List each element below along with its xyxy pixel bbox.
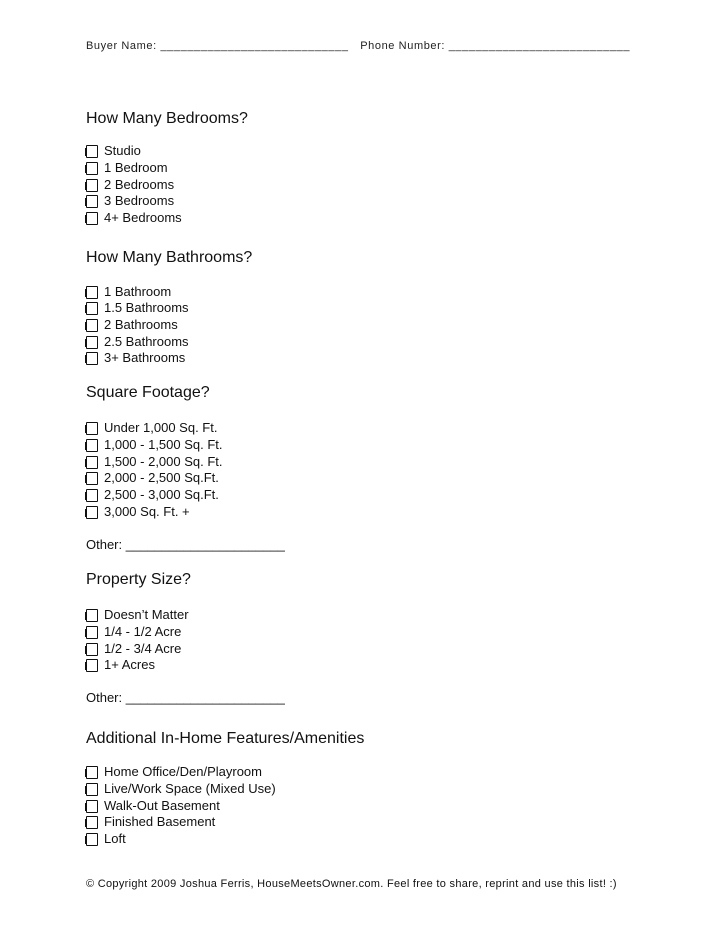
checkbox-option[interactable]: [86, 813, 215, 830]
checkbox-option[interactable]: [86, 830, 126, 847]
checkbox-icon[interactable]: [86, 506, 98, 519]
option-label: Live/Work Space (Mixed Use): [104, 781, 276, 796]
checkbox-option[interactable]: [86, 333, 189, 350]
option-label: 3 Bedrooms: [104, 193, 175, 208]
option-label: Finished Basement: [104, 814, 216, 829]
copyright-footer: © Copyright 2009 Joshua Ferris, HouseMeetsOwner.com. Feel free to share, reprint and use this list! :): [86, 878, 617, 890]
checkbox-icon[interactable]: [86, 286, 98, 299]
checkbox-icon[interactable]: [86, 336, 98, 349]
option-label: 1,000 - 1,500 Sq. Ft.: [104, 437, 223, 452]
square-footage-other-field[interactable]: Other: ______________________: [86, 537, 285, 552]
features-title: Additional In-Home Features/Amenities: [86, 730, 365, 747]
checkbox-icon[interactable]: [86, 766, 98, 779]
option-label: 1 Bathroom: [104, 284, 172, 299]
option-label: Walk-Out Basement: [104, 798, 220, 813]
checkbox-option[interactable]: [86, 503, 190, 520]
property-size-other-field[interactable]: Other: ______________________: [86, 690, 285, 705]
checkbox-icon[interactable]: [86, 609, 98, 622]
checkbox-option[interactable]: [86, 780, 276, 797]
square-footage-title: Square Footage?: [86, 384, 210, 401]
property-size-title: Property Size?: [86, 571, 191, 588]
checkbox-option[interactable]: [86, 469, 219, 486]
option-label: 2,500 - 3,000 Sq.Ft.: [104, 487, 219, 502]
checkbox-option[interactable]: [86, 176, 174, 193]
checkbox-option[interactable]: [86, 283, 171, 300]
phone-number-label: Phone Number:: [360, 40, 446, 52]
option-label: 1,500 - 2,000 Sq. Ft.: [104, 454, 223, 469]
checkbox-icon[interactable]: [86, 800, 98, 813]
checkbox-option[interactable]: [86, 797, 220, 814]
checkbox-icon[interactable]: [86, 352, 98, 365]
option-label: 2 Bathrooms: [104, 317, 178, 332]
checkbox-option[interactable]: [86, 419, 217, 436]
checkbox-icon[interactable]: [86, 145, 98, 158]
option-label: Loft: [104, 831, 126, 846]
checkbox-icon[interactable]: [86, 195, 98, 208]
bedrooms-title: How Many Bedrooms?: [86, 110, 248, 127]
option-label: 1 Bedroom: [104, 160, 168, 175]
bathrooms-title: How Many Bathrooms?: [86, 249, 253, 266]
phone-number-blank: ___________________________: [448, 40, 631, 52]
option-label: 2.5 Bathrooms: [104, 334, 189, 349]
checkbox-icon[interactable]: [86, 319, 98, 332]
checkbox-icon[interactable]: [86, 626, 98, 639]
option-label: 1.5 Bathrooms: [104, 300, 189, 315]
option-label: 4+ Bedrooms: [104, 210, 182, 225]
checkbox-icon[interactable]: [86, 422, 98, 435]
option-label: Doesn’t Matter: [104, 607, 189, 622]
buyer-info-line: [86, 40, 630, 52]
checkbox-icon[interactable]: [86, 816, 98, 829]
checkbox-option[interactable]: [86, 656, 155, 673]
checkbox-option[interactable]: [86, 623, 181, 640]
checkbox-icon[interactable]: [86, 833, 98, 846]
option-label: Under 1,000 Sq. Ft.: [104, 420, 218, 435]
option-label: 1/2 - 3/4 Acre: [104, 641, 182, 656]
checkbox-option[interactable]: [86, 159, 168, 176]
option-label: 1/4 - 1/2 Acre: [104, 624, 182, 639]
checkbox-option[interactable]: [86, 299, 189, 316]
checkbox-icon[interactable]: [86, 162, 98, 175]
option-label: 2,000 - 2,500 Sq.Ft.: [104, 470, 219, 485]
checkbox-icon[interactable]: [86, 439, 98, 452]
checkbox-option[interactable]: [86, 142, 141, 159]
checkbox-icon[interactable]: [86, 456, 98, 469]
option-label: 3+ Bathrooms: [104, 350, 186, 365]
checkbox-icon[interactable]: [86, 659, 98, 672]
checkbox-option[interactable]: [86, 349, 185, 366]
checkbox-icon[interactable]: [86, 302, 98, 315]
checkbox-icon[interactable]: [86, 783, 98, 796]
option-label: 1+ Acres: [104, 657, 155, 672]
checkbox-option[interactable]: [86, 763, 262, 780]
checkbox-icon[interactable]: [86, 489, 98, 502]
checkbox-icon[interactable]: [86, 643, 98, 656]
checkbox-option[interactable]: [86, 640, 181, 657]
buyer-name-blank: ____________________________: [160, 40, 349, 52]
checkbox-option[interactable]: [86, 486, 219, 503]
checkbox-option[interactable]: [86, 436, 223, 453]
checkbox-icon[interactable]: [86, 179, 98, 192]
option-label: Studio: [104, 143, 141, 158]
option-label: Home Office/Den/Playroom: [104, 764, 262, 779]
checkbox-option[interactable]: [86, 453, 223, 470]
option-label: 2 Bedrooms: [104, 177, 175, 192]
checkbox-icon[interactable]: [86, 472, 98, 485]
checkbox-option[interactable]: [86, 209, 182, 226]
checkbox-icon[interactable]: [86, 212, 98, 225]
checkbox-option[interactable]: [86, 316, 178, 333]
checkbox-option[interactable]: [86, 606, 189, 623]
buyer-name-label: Buyer Name:: [86, 40, 157, 52]
option-label: 3,000 Sq. Ft. +: [104, 504, 190, 519]
checkbox-option[interactable]: [86, 192, 174, 209]
